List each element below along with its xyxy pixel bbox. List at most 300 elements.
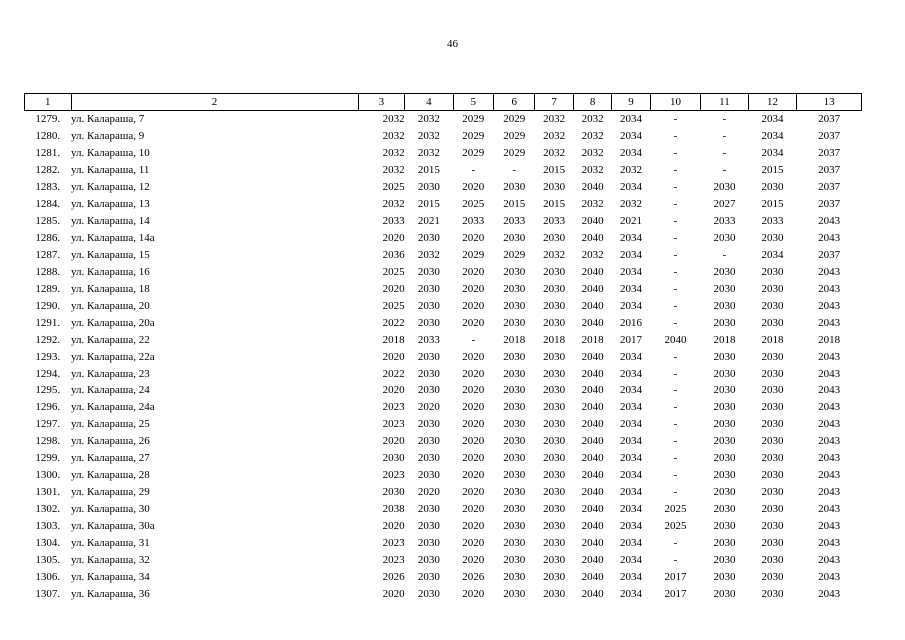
street-name-cell: ул. Калараша, 10 bbox=[71, 147, 150, 160]
table-cell: 2023 bbox=[382, 469, 405, 482]
table-cell: 2022 bbox=[382, 316, 405, 329]
street-name-cell: ул. Калараша, 24 bbox=[71, 384, 150, 397]
row-number-cell: 1282. bbox=[35, 164, 61, 177]
table-cell: 2034 bbox=[619, 350, 642, 363]
table-cell: 2020 bbox=[462, 181, 485, 194]
street-name-cell: ул. Калараша, 20 bbox=[71, 299, 150, 312]
table-cell: 2030 bbox=[543, 452, 566, 465]
table-cell: 2020 bbox=[417, 401, 440, 414]
table-row bbox=[25, 382, 862, 399]
table-cell: 2018 bbox=[503, 333, 526, 346]
row-number-cell: 1292. bbox=[35, 333, 61, 346]
table-cell: 2034 bbox=[761, 130, 784, 143]
row-number-cell: 1294. bbox=[35, 367, 61, 380]
table-cell: 2034 bbox=[619, 147, 642, 160]
table-cell: 2040 bbox=[581, 536, 604, 549]
table-cell: 2040 bbox=[581, 452, 604, 465]
table-cell: 2030 bbox=[713, 181, 736, 194]
row-number-cell: 1285. bbox=[35, 215, 61, 228]
table-cell: 2040 bbox=[581, 316, 604, 329]
table-cell: 2025 bbox=[462, 198, 485, 211]
table-cell: 2030 bbox=[417, 181, 440, 194]
table-cell: 2043 bbox=[818, 536, 841, 549]
table-cell: 2037 bbox=[818, 130, 841, 143]
table-cell: 2043 bbox=[818, 384, 841, 397]
table-cell: 2040 bbox=[581, 435, 604, 448]
table-cell: 2030 bbox=[713, 469, 736, 482]
table-row bbox=[25, 416, 862, 433]
table-cell: - bbox=[512, 164, 517, 177]
street-name-cell: ул. Калараша, 15 bbox=[71, 248, 150, 261]
table-cell: 2030 bbox=[417, 536, 440, 549]
table-cell: 2020 bbox=[382, 350, 405, 363]
row-number-cell: 1296. bbox=[35, 401, 61, 414]
table-cell: 2030 bbox=[417, 367, 440, 380]
table-cell: 2030 bbox=[761, 282, 784, 295]
table-cell: 2018 bbox=[761, 333, 784, 346]
table-cell: 2037 bbox=[818, 164, 841, 177]
street-name-cell: ул. Калараша, 11 bbox=[71, 164, 150, 177]
table-cell: 2018 bbox=[713, 333, 736, 346]
table-cell: 2043 bbox=[818, 452, 841, 465]
table-cell: 2032 bbox=[417, 248, 440, 261]
street-name-cell: ул. Калараша, 31 bbox=[71, 536, 150, 549]
table-cell: 2030 bbox=[382, 486, 405, 499]
table-cell: - bbox=[722, 147, 727, 160]
table-cell: 2030 bbox=[543, 570, 566, 583]
table-cell: 2030 bbox=[761, 486, 784, 499]
table-cell: 2030 bbox=[503, 401, 526, 414]
table-cell: 2040 bbox=[581, 282, 604, 295]
table-cell: 2034 bbox=[761, 147, 784, 160]
table-cell: 2034 bbox=[761, 113, 784, 126]
table-cell: 2034 bbox=[619, 503, 642, 516]
column-header-10: 10 bbox=[650, 94, 701, 111]
table-cell: 2033 bbox=[382, 215, 405, 228]
table-cell: - bbox=[673, 130, 678, 143]
table-cell: 2030 bbox=[417, 503, 440, 516]
table-cell: 2032 bbox=[382, 198, 405, 211]
table-row bbox=[25, 484, 862, 501]
table-cell: 2034 bbox=[619, 130, 642, 143]
table-cell: 2030 bbox=[417, 282, 440, 295]
table-row bbox=[25, 196, 862, 213]
table-row bbox=[25, 111, 862, 128]
table-cell: 2040 bbox=[581, 232, 604, 245]
table-cell: 2034 bbox=[619, 553, 642, 566]
table-cell: 2020 bbox=[462, 384, 485, 397]
table-cell: 2043 bbox=[818, 215, 841, 228]
street-name-cell: ул. Калараша, 36 bbox=[71, 587, 150, 600]
row-number-cell: 1305. bbox=[35, 553, 61, 566]
table-cell: 2040 bbox=[664, 333, 687, 346]
table-cell: 2036 bbox=[382, 248, 405, 261]
table-cell: 2032 bbox=[382, 130, 405, 143]
table-cell: 2030 bbox=[417, 452, 440, 465]
table-cell: 2027 bbox=[713, 198, 736, 211]
table-cell: 2030 bbox=[543, 265, 566, 278]
table-cell: 2029 bbox=[462, 130, 485, 143]
row-number-cell: 1279. bbox=[35, 113, 61, 126]
table-cell: 2043 bbox=[818, 350, 841, 363]
table-cell: 2020 bbox=[462, 519, 485, 532]
column-header-7: 7 bbox=[535, 94, 573, 111]
table-cell: 2030 bbox=[713, 367, 736, 380]
table-cell: 2020 bbox=[462, 503, 485, 516]
table-body bbox=[25, 111, 862, 603]
street-name-cell: ул. Калараша, 20а bbox=[71, 316, 155, 329]
table-cell: 2030 bbox=[713, 401, 736, 414]
table-cell: 2034 bbox=[619, 469, 642, 482]
table-cell: 2030 bbox=[503, 503, 526, 516]
table-cell: 2020 bbox=[382, 519, 405, 532]
table-cell: 2034 bbox=[619, 486, 642, 499]
table-cell: - bbox=[673, 350, 678, 363]
table-cell: 2034 bbox=[619, 181, 642, 194]
street-name-cell: ул. Калараша, 24а bbox=[71, 401, 155, 414]
table-cell: 2032 bbox=[543, 130, 566, 143]
table-cell: 2030 bbox=[417, 299, 440, 312]
table-cell: 2034 bbox=[619, 299, 642, 312]
table-cell: - bbox=[471, 164, 476, 177]
table-cell: 2023 bbox=[382, 418, 405, 431]
table-cell: 2030 bbox=[713, 519, 736, 532]
table-cell: 2030 bbox=[543, 418, 566, 431]
table-cell: - bbox=[673, 316, 678, 329]
table-cell: 2029 bbox=[503, 113, 526, 126]
table-cell: 2032 bbox=[581, 248, 604, 261]
table-cell: 2030 bbox=[543, 553, 566, 566]
table-row bbox=[25, 179, 862, 196]
table-cell: 2032 bbox=[581, 164, 604, 177]
table-cell: - bbox=[673, 418, 678, 431]
table-cell: 2015 bbox=[543, 198, 566, 211]
table-cell: 2025 bbox=[664, 519, 687, 532]
table-cell: 2029 bbox=[462, 113, 485, 126]
table-cell: 2043 bbox=[818, 316, 841, 329]
table-cell: 2040 bbox=[581, 350, 604, 363]
table-row bbox=[25, 534, 862, 551]
table-row bbox=[25, 450, 862, 467]
street-name-cell: ул. Калараша, 29 bbox=[71, 486, 150, 499]
table-cell: 2030 bbox=[761, 469, 784, 482]
table-cell: 2030 bbox=[417, 418, 440, 431]
table-cell: 2034 bbox=[619, 435, 642, 448]
table-cell: 2030 bbox=[543, 587, 566, 600]
table-cell: 2020 bbox=[462, 553, 485, 566]
table-cell: 2034 bbox=[619, 265, 642, 278]
street-name-cell: ул. Калараша, 27 bbox=[71, 452, 150, 465]
table-cell: 2029 bbox=[462, 248, 485, 261]
table-cell: - bbox=[722, 130, 727, 143]
table-row bbox=[25, 247, 862, 264]
table-cell: - bbox=[471, 333, 476, 346]
table-cell: 2018 bbox=[818, 333, 841, 346]
table-cell: 2030 bbox=[503, 452, 526, 465]
table-cell: 2034 bbox=[619, 113, 642, 126]
table-cell: 2020 bbox=[462, 350, 485, 363]
table-cell: 2030 bbox=[543, 367, 566, 380]
table-header bbox=[25, 94, 862, 111]
table-row bbox=[25, 145, 862, 162]
row-number-cell: 1304. bbox=[35, 536, 61, 549]
street-name-cell: ул. Калараша, 30 bbox=[71, 503, 150, 516]
street-name-cell: ул. Калараша, 13 bbox=[71, 198, 150, 211]
table-cell: 2030 bbox=[543, 401, 566, 414]
table-row bbox=[25, 280, 862, 297]
table-cell: 2020 bbox=[382, 232, 405, 245]
table-cell: 2030 bbox=[761, 181, 784, 194]
table-cell: - bbox=[673, 486, 678, 499]
street-name-cell: ул. Калараша, 23 bbox=[71, 367, 150, 380]
street-name-cell: ул. Калараша, 12 bbox=[71, 181, 150, 194]
table-cell: 2030 bbox=[761, 418, 784, 431]
table-cell: 2030 bbox=[543, 384, 566, 397]
table-cell: 2030 bbox=[417, 553, 440, 566]
table-cell: 2030 bbox=[417, 265, 440, 278]
table-cell: 2020 bbox=[382, 435, 405, 448]
column-header-8: 8 bbox=[573, 94, 611, 111]
table-cell: 2030 bbox=[713, 418, 736, 431]
table-cell: 2030 bbox=[503, 232, 526, 245]
table-cell: 2030 bbox=[417, 384, 440, 397]
street-name-cell: ул. Калараша, 34 bbox=[71, 570, 150, 583]
table-cell: 2033 bbox=[713, 215, 736, 228]
table-cell: 2023 bbox=[382, 401, 405, 414]
table-cell: 2043 bbox=[818, 367, 841, 380]
row-number-cell: 1303. bbox=[35, 519, 61, 532]
table-cell: - bbox=[673, 164, 678, 177]
table-cell: 2030 bbox=[761, 570, 784, 583]
table-cell: 2034 bbox=[619, 418, 642, 431]
table-cell: 2018 bbox=[581, 333, 604, 346]
table-cell: 2030 bbox=[503, 486, 526, 499]
row-number-cell: 1280. bbox=[35, 130, 61, 143]
table-cell: 2023 bbox=[382, 536, 405, 549]
table-cell: 2032 bbox=[382, 164, 405, 177]
table-cell: 2040 bbox=[581, 367, 604, 380]
table-cell: 2030 bbox=[543, 503, 566, 516]
table-cell: - bbox=[673, 181, 678, 194]
table-cell: 2032 bbox=[382, 147, 405, 160]
table-cell: 2030 bbox=[417, 587, 440, 600]
row-number-cell: 1298. bbox=[35, 435, 61, 448]
table-cell: 2040 bbox=[581, 215, 604, 228]
table-cell: 2030 bbox=[417, 570, 440, 583]
table-cell: 2043 bbox=[818, 418, 841, 431]
street-name-cell: ул. Калараша, 7 bbox=[71, 113, 145, 126]
table-cell: 2043 bbox=[818, 486, 841, 499]
table-cell: 2030 bbox=[543, 519, 566, 532]
table-cell: 2033 bbox=[761, 215, 784, 228]
table-cell: 2030 bbox=[417, 316, 440, 329]
row-number-cell: 1297. bbox=[35, 418, 61, 431]
table-cell: 2040 bbox=[581, 486, 604, 499]
table-cell: 2030 bbox=[713, 452, 736, 465]
row-number-cell: 1300. bbox=[35, 469, 61, 482]
row-number-cell: 1299. bbox=[35, 452, 61, 465]
table-row bbox=[25, 399, 862, 416]
column-header-5: 5 bbox=[453, 94, 493, 111]
table-cell: 2021 bbox=[417, 215, 440, 228]
table-cell: 2020 bbox=[462, 265, 485, 278]
table-cell: 2015 bbox=[503, 198, 526, 211]
table-cell: - bbox=[722, 164, 727, 177]
table-cell: 2034 bbox=[619, 232, 642, 245]
street-name-cell: ул. Калараша, 32 bbox=[71, 553, 150, 566]
table-row bbox=[25, 585, 862, 602]
table-cell: 2040 bbox=[581, 299, 604, 312]
table-cell: 2020 bbox=[462, 486, 485, 499]
table-cell: - bbox=[673, 401, 678, 414]
table-cell: 2030 bbox=[417, 469, 440, 482]
table-cell: 2040 bbox=[581, 181, 604, 194]
table-cell: 2030 bbox=[761, 519, 784, 532]
table-cell: 2032 bbox=[543, 113, 566, 126]
table-row bbox=[25, 128, 862, 145]
table-cell: 2018 bbox=[543, 333, 566, 346]
row-number-cell: 1289. bbox=[35, 282, 61, 295]
row-number-cell: 1286. bbox=[35, 232, 61, 245]
table-cell: - bbox=[673, 553, 678, 566]
street-name-cell: ул. Калараша, 9 bbox=[71, 130, 145, 143]
table-cell: 2043 bbox=[818, 570, 841, 583]
table-cell: 2040 bbox=[581, 553, 604, 566]
table-cell: 2030 bbox=[503, 299, 526, 312]
street-name-cell: ул. Калараша, 22 bbox=[71, 333, 150, 346]
table-cell: 2030 bbox=[543, 486, 566, 499]
table-cell: 2020 bbox=[462, 232, 485, 245]
table-cell: 2030 bbox=[713, 536, 736, 549]
street-name-cell: ул. Калараша, 30а bbox=[71, 519, 155, 532]
table-cell: 2030 bbox=[761, 367, 784, 380]
column-header-1: 1 bbox=[25, 94, 72, 111]
table-cell: 2033 bbox=[417, 333, 440, 346]
table-cell: 2030 bbox=[503, 553, 526, 566]
table-cell: 2030 bbox=[713, 384, 736, 397]
table-cell: 2038 bbox=[382, 503, 405, 516]
table-cell: - bbox=[673, 215, 678, 228]
table-cell: 2037 bbox=[818, 181, 841, 194]
table-cell: 2030 bbox=[761, 265, 784, 278]
table-cell: 2033 bbox=[503, 215, 526, 228]
table-cell: 2030 bbox=[417, 519, 440, 532]
column-header-13: 13 bbox=[797, 94, 862, 111]
table-cell: 2017 bbox=[664, 570, 687, 583]
table-cell: 2043 bbox=[818, 553, 841, 566]
table-cell: 2030 bbox=[761, 232, 784, 245]
table-cell: 2030 bbox=[543, 181, 566, 194]
table-cell: 2034 bbox=[619, 452, 642, 465]
table-cell: 2040 bbox=[581, 469, 604, 482]
table-cell: 2030 bbox=[543, 469, 566, 482]
table-cell: 2030 bbox=[761, 384, 784, 397]
table-cell: 2032 bbox=[581, 113, 604, 126]
table-cell: - bbox=[673, 435, 678, 448]
table-row bbox=[25, 501, 862, 518]
table-cell: 2034 bbox=[619, 570, 642, 583]
table-cell: 2020 bbox=[382, 384, 405, 397]
table-cell: - bbox=[673, 469, 678, 482]
table-cell: 2037 bbox=[818, 198, 841, 211]
table-cell: - bbox=[673, 113, 678, 126]
table-cell: 2030 bbox=[503, 570, 526, 583]
row-number-cell: 1291. bbox=[35, 316, 61, 329]
table-row bbox=[25, 365, 862, 382]
table-cell: 2017 bbox=[664, 587, 687, 600]
table-row bbox=[25, 314, 862, 331]
table-cell: 2030 bbox=[713, 265, 736, 278]
table-cell: 2032 bbox=[382, 113, 405, 126]
table-cell: 2030 bbox=[713, 486, 736, 499]
table-cell: 2030 bbox=[503, 316, 526, 329]
table-cell: 2034 bbox=[619, 282, 642, 295]
table-cell: 2043 bbox=[818, 265, 841, 278]
table-cell: 2020 bbox=[462, 418, 485, 431]
table-row bbox=[25, 551, 862, 568]
header-row bbox=[25, 94, 862, 111]
street-name-cell: ул. Калараша, 14 bbox=[71, 215, 150, 228]
table-cell: 2030 bbox=[713, 350, 736, 363]
table-cell: 2034 bbox=[761, 248, 784, 261]
street-name-cell: ул. Калараша, 26 bbox=[71, 435, 150, 448]
table-cell: 2020 bbox=[462, 435, 485, 448]
table-cell: 2030 bbox=[761, 350, 784, 363]
table-cell: 2040 bbox=[581, 503, 604, 516]
table-cell: 2030 bbox=[503, 536, 526, 549]
table-cell: 2037 bbox=[818, 147, 841, 160]
table-cell: 2026 bbox=[382, 570, 405, 583]
table-cell: 2020 bbox=[462, 282, 485, 295]
table-cell: 2030 bbox=[713, 282, 736, 295]
table-cell: 2030 bbox=[503, 367, 526, 380]
table-cell: 2020 bbox=[417, 486, 440, 499]
table-cell: 2040 bbox=[581, 401, 604, 414]
table-cell: 2030 bbox=[503, 350, 526, 363]
table-cell: - bbox=[673, 248, 678, 261]
column-header-2: 2 bbox=[71, 94, 358, 111]
table-cell: 2025 bbox=[382, 299, 405, 312]
table-cell: 2043 bbox=[818, 469, 841, 482]
table-cell: 2029 bbox=[503, 147, 526, 160]
table-cell: 2030 bbox=[761, 452, 784, 465]
table-cell: 2022 bbox=[382, 367, 405, 380]
street-name-cell: ул. Калараша, 22а bbox=[71, 350, 155, 363]
column-header-9: 9 bbox=[612, 94, 650, 111]
table-cell: - bbox=[673, 452, 678, 465]
table-cell: 2016 bbox=[619, 316, 642, 329]
table-cell: 2030 bbox=[503, 181, 526, 194]
table-cell: 2043 bbox=[818, 435, 841, 448]
table-cell: 2030 bbox=[417, 350, 440, 363]
table-row bbox=[25, 263, 862, 280]
table-cell: 2030 bbox=[543, 316, 566, 329]
table-cell: 2030 bbox=[713, 553, 736, 566]
table-cell: 2025 bbox=[382, 265, 405, 278]
table-cell: 2030 bbox=[503, 519, 526, 532]
table-cell: - bbox=[673, 299, 678, 312]
table-cell: 2030 bbox=[503, 587, 526, 600]
table-cell: 2032 bbox=[543, 248, 566, 261]
table-cell: 2032 bbox=[581, 147, 604, 160]
table-cell: 2032 bbox=[543, 147, 566, 160]
table-cell: - bbox=[673, 384, 678, 397]
table-cell: 2043 bbox=[818, 401, 841, 414]
page-number: 46 bbox=[447, 38, 458, 50]
table-cell: 2043 bbox=[818, 519, 841, 532]
table-cell: 2032 bbox=[581, 130, 604, 143]
table-cell: 2020 bbox=[462, 401, 485, 414]
